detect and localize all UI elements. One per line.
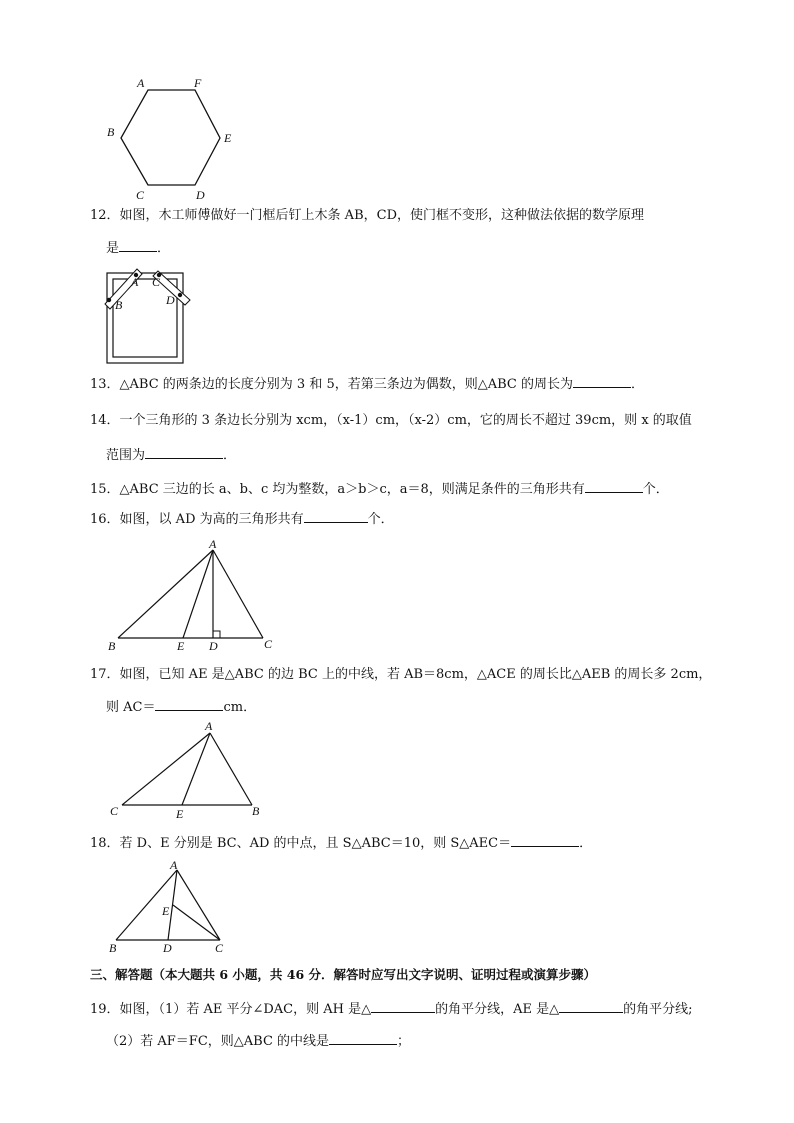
- question-13-pre: 13．△ABC 的两条边的长度分别为 3 和 5，若第三条边为偶数，则△ABC 的周长为: [90, 377, 573, 392]
- question-12-post: ．: [157, 241, 171, 256]
- fig18-label-c: C: [215, 941, 224, 955]
- question-17-post: cm．: [223, 700, 257, 715]
- question-15-text: [90, 479, 669, 499]
- fig18-label-d: D: [163, 941, 172, 955]
- door-label-d: D: [166, 293, 175, 307]
- fig17-label-a: A: [205, 719, 213, 733]
- question-15-pre: 15．△ABC 三边的长 a、b、c 均为整数，a＞b＞c，a＝8，则满足条件的三角形共有: [90, 482, 585, 497]
- question-17-line2: [106, 697, 256, 717]
- section-3-heading: 三、解答题（本大题共 6 小题，共 46 分．解答时应写出文字说明、证明过程或演算步骤）: [90, 967, 597, 982]
- question-19-line2-pre: （2）若 AF＝FC，则△ABC 的中线是: [106, 1034, 330, 1049]
- fig18-label-b: B: [109, 941, 117, 955]
- hexagon-figure: [100, 72, 250, 207]
- question-18-post: ．: [579, 836, 593, 851]
- hexagon-label-b: B: [107, 125, 115, 139]
- answer-blank-16[interactable]: [304, 509, 368, 523]
- figure-16: [100, 535, 290, 655]
- fig17-label-c: C: [110, 804, 119, 818]
- fig18-label-e: E: [162, 904, 170, 918]
- fig16-label-d: D: [209, 639, 218, 653]
- door-label-b: B: [115, 298, 123, 312]
- question-12-pre: 是: [106, 241, 120, 256]
- answer-blank-17[interactable]: [155, 697, 223, 711]
- question-12-text: 12．如图，木工师傅做好一门框后钉上木条 AB，CD，使门框不变形，这种做法依据的数学原理: [90, 208, 644, 223]
- hexagon-label-a: A: [137, 76, 145, 90]
- question-14-line2: [106, 445, 236, 465]
- hexagon-label-e: E: [224, 131, 232, 145]
- question-14-post: ．: [223, 448, 237, 463]
- fig17-label-b: B: [252, 804, 260, 818]
- question-13-text: [90, 374, 644, 394]
- question-16-pre: 16．如图，以 AD 为高的三角形共有: [90, 512, 304, 527]
- answer-blank-19b[interactable]: [559, 999, 623, 1013]
- question-18-pre: 18．若 D、E 分别是 BC、AD 的中点，且 S△ABC＝10，则 S△AEC＝: [90, 836, 512, 851]
- hexagon-label-d: D: [196, 188, 205, 202]
- question-18-text: [90, 833, 592, 853]
- question-14-pre: 范围为: [106, 448, 146, 463]
- answer-blank-19a[interactable]: [371, 999, 435, 1013]
- figure-17: [100, 718, 270, 823]
- question-17-text: 17．如图，已知 AE 是△ABC 的边 BC 上的中线，若 AB＝8cm，△ACE 的周长比△AEB 的周长多 2cm，: [90, 667, 712, 682]
- answer-blank-15[interactable]: [585, 479, 643, 493]
- question-17-pre: 则 AC＝: [106, 700, 156, 715]
- door-frame-figure: [100, 265, 195, 365]
- fig18-label-a: A: [170, 858, 178, 872]
- question-16-post: 个．: [367, 512, 394, 527]
- question-19-text: [90, 999, 693, 1019]
- door-label-c: C: [152, 275, 161, 289]
- fig16-label-c: C: [264, 637, 273, 651]
- question-19-line2: [106, 1031, 410, 1051]
- answer-blank-19c[interactable]: [329, 1031, 397, 1045]
- question-13-post: ．: [631, 377, 645, 392]
- fig17-label-e: E: [176, 807, 184, 821]
- question-16-text: [90, 509, 394, 529]
- answer-blank-13[interactable]: [573, 374, 631, 388]
- question-12-line2: [106, 238, 170, 258]
- question-14-text: 14．一个三角形的 3 条边长分别为 xcm，（x-1）cm，（x-2）cm，它的周长不超过 39cm，则 x 的取值: [90, 413, 692, 428]
- figure-18: [100, 856, 240, 961]
- question-19-part-c: 的角平分线;: [623, 1002, 693, 1017]
- question-19-part-a: 19．如图，（1）若 AE 平分∠DAC，则 AH 是△: [90, 1002, 372, 1017]
- answer-blank-12[interactable]: [119, 238, 157, 252]
- hexagon-label-c: C: [136, 188, 145, 202]
- fig16-label-a: A: [209, 537, 217, 551]
- door-label-a: A: [131, 275, 139, 289]
- question-19-line2-post: ；: [397, 1034, 411, 1049]
- question-15-post: 个．: [642, 482, 669, 497]
- hexagon-label-f: F: [194, 76, 202, 90]
- question-19-part-b: 的角平分线，AE 是△: [435, 1002, 560, 1017]
- answer-blank-18[interactable]: [511, 833, 579, 847]
- fig16-label-b: B: [108, 639, 116, 653]
- fig16-label-e: E: [177, 639, 185, 653]
- answer-blank-14[interactable]: [145, 445, 223, 459]
